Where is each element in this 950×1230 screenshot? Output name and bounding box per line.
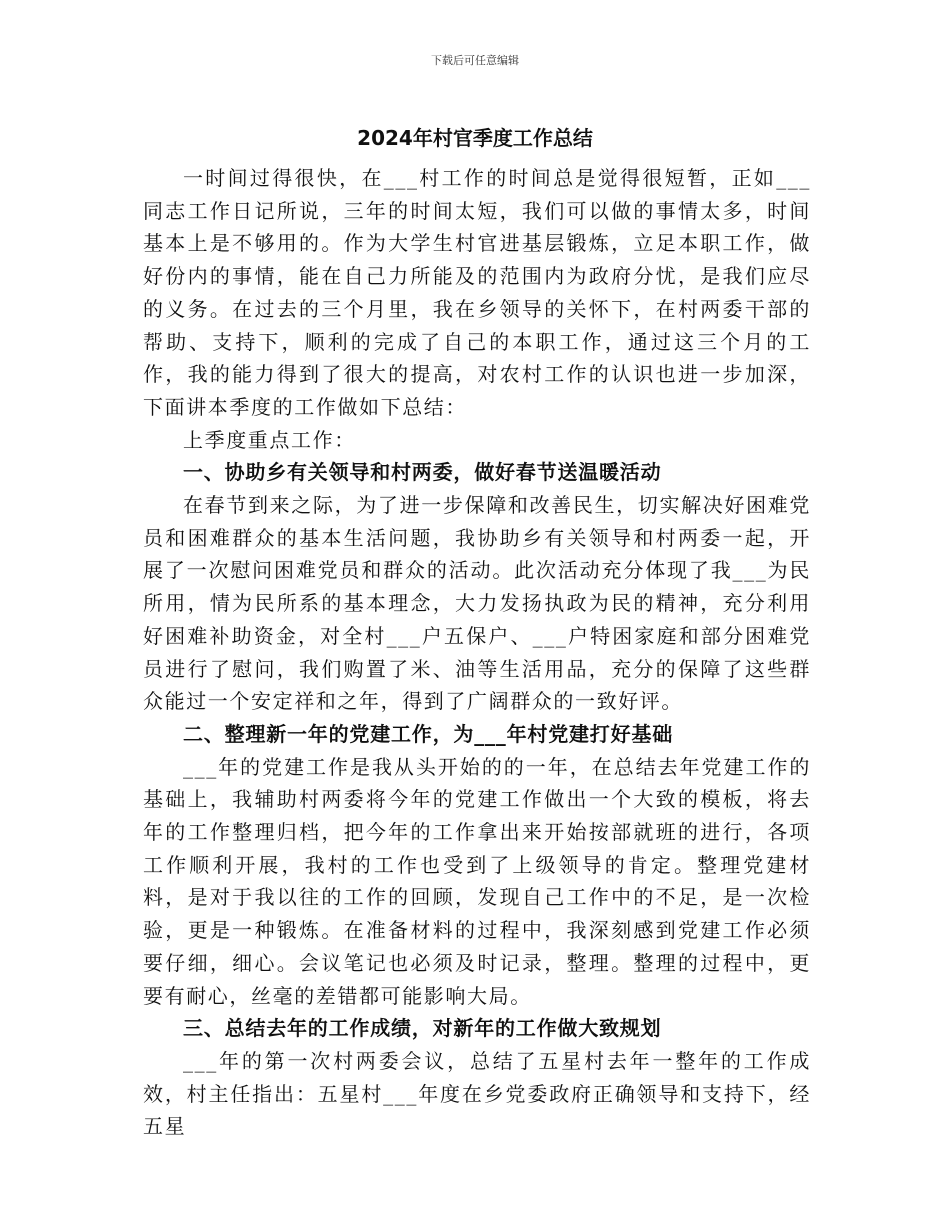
- section-paragraph-1: 在春节到来之际，为了进一步保障和改善民生，切实解决好困难党员和困难群众的基本生活问题，我协助乡有关领导和村两委一起，开展了一次慰问困难党员和群众的活动。此次活动充分体现了我___为民所用，情为民所系的基本理念，大力发扬执政为民的精神，充分利用好困难补助资金，对全村___户五保户、___户特困家庭和部分困难党员进行了慰问，我们购置了米、油等生活用品，充分的保障了这些群众能过一个安定祥和之年，得到了广阔群众的一致好评。: [143, 493, 811, 714]
- intro-paragraph: 一时间过得很快，在___村工作的时间总是觉得很短暂，正如___同志工作日记所说，三年的时间太短，我们可以做的事情太多，时间基本上是不够用的。作为大学生村官进基层锻炼，立足本职工作，做好份内的事情，能在自己力所能及的范围内为政府分忧，是我们应尽的义务。在过去的三个月里，我在乡领导的关怀下，在村两委干部的帮助、支持下，顺利的完成了自己的本职工作，通过这三个月的工作，我的能力得到了很大的提高，对农村工作的认识也进一步加深，下面讲本季度的工作做如下总结：: [143, 166, 811, 419]
- section-heading-2: 二、整理新一年的党建工作，为___年村党建打好基础: [183, 721, 673, 746]
- section-paragraph-2: ___年的党建工作是我从头开始的的一年，在总结去年党建工作的基础上，我辅助村两委将今年的党建工作做出一个大致的模板，将去年的工作整理归档，把今年的工作拿出来开始按部就班的进行，各项工作顺利开展，我村的工作也受到了上级领导的肯定。整理党建材料，是对于我以往的工作的回顾，发现自己工作中的不足，是一次检验，更是一种锻炼。在准备材料的过程中，我深刻感到党建工作必须要仔细，细心。会议笔记也必须及时记录，整理。整理的过程中，更要有耐心，丝毫的差错都可能影响大局。: [143, 754, 811, 1008]
- page-title: 2024年村官季度工作总结: [357, 126, 593, 150]
- section-label: 上季度重点工作：: [183, 427, 356, 452]
- document-body: [143, 162, 811, 1143]
- header-note: 下载后可任意编辑: [431, 54, 519, 67]
- section-heading-3: 三、总结去年的工作成绩，对新年的工作做大致规划: [183, 1016, 662, 1041]
- section-paragraph-3: ___年的第一次村两委会议，总结了五星村去年一整年的工作成效，村主任指出：五星村___年度在乡党委政府正确领导和支持下，经五星: [143, 1048, 811, 1139]
- section-heading-1: 一、协助乡有关领导和村两委，做好春节送温暖活动: [183, 460, 662, 485]
